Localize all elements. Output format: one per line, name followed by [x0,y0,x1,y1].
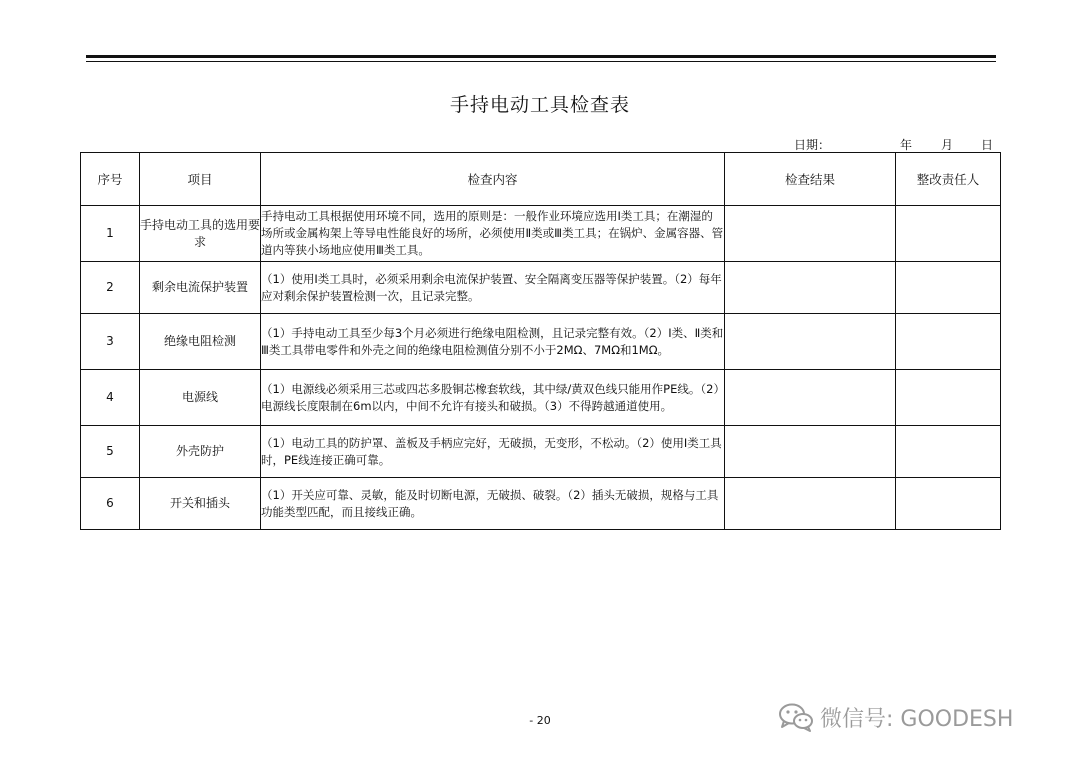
row-content: 手持电动工具根据使用环境不同，选用的原则是：一般作业环境应选用Ⅰ类工具；在潮湿的场所或金属构架上等导电性能良好的场所，必须使用Ⅱ类或Ⅲ类工具；在锅炉、金属容器、管道内等狭小场地应使用Ⅲ类工具。 [261,206,725,262]
row-no: 3 [81,314,140,370]
row-result-cell[interactable] [725,206,896,262]
table-header-row [81,153,1001,206]
row-item: 开关和插头 [140,478,261,530]
row-responsible-cell[interactable] [896,426,1001,478]
row-result-cell[interactable] [725,478,896,530]
header-responsible: 整改责任人 [896,153,1001,206]
wechat-icon [778,702,814,732]
header-item: 项目 [140,153,261,206]
row-no: 6 [81,478,140,530]
row-no: 1 [81,206,140,262]
table-row [81,262,1001,314]
page-title: 手持电动工具检查表 [449,94,630,116]
row-result-cell[interactable] [725,370,896,426]
row-item: 绝缘电阻检测 [140,314,261,370]
table-row [81,314,1001,370]
table-row [81,370,1001,426]
row-item: 剩余电流保护装置 [140,262,261,314]
row-no: 2 [81,262,140,314]
table-row [81,426,1001,478]
row-responsible-cell[interactable] [896,262,1001,314]
row-content: （1）开关应可靠、灵敏，能及时切断电源，无破损、破裂。（2）插头无破损，规格与工具功能类型匹配，而且接线正确。 [261,478,725,530]
row-content: （1）手持电动工具至少每3个月必须进行绝缘电阻检测，且记录完整有效。（2）Ⅰ类、Ⅱ类和Ⅲ类工具带电零件和外壳之间的绝缘电阻检测值分别不小于2MΩ、7MΩ和1MΩ。 [261,314,725,370]
table-row [81,478,1001,530]
row-responsible-cell[interactable] [896,370,1001,426]
row-result-cell[interactable] [725,314,896,370]
date-day: 日 [981,138,994,152]
row-result-cell[interactable] [725,426,896,478]
header-rule-thick [86,55,996,58]
header-content: 检查内容 [261,153,725,206]
header-no: 序号 [81,153,140,206]
row-responsible-cell[interactable] [896,314,1001,370]
row-result-cell[interactable] [725,262,896,314]
row-item: 手持电动工具的选用要求 [140,206,261,262]
date-month: 月 [941,138,954,152]
row-responsible-cell[interactable] [896,478,1001,530]
date-year: 年 [900,138,913,152]
row-no: 4 [81,370,140,426]
watermark-text: 微信号: GOODESH [820,706,1014,732]
table-row [81,206,1001,262]
row-no: 5 [81,426,140,478]
page-number: - 20 [529,714,551,727]
row-content: （1）电源线必须采用三芯或四芯多股铜芯橡套软线，其中绿/黄双色线只能用作PE线。（2）电源线长度限制在6m以内，中间不允许有接头和破损。（3）不得跨越通道使用。 [261,370,725,426]
row-item: 外壳防护 [140,426,261,478]
watermark [778,700,1013,734]
date-row [790,136,1000,152]
row-item: 电源线 [140,370,261,426]
row-content: （1）使用Ⅰ类工具时，必须采用剩余电流保护装置、安全隔离变压器等保护装置。（2）每年应对剩余保护装置检测一次，且记录完整。 [261,262,725,314]
date-label: 日期： [794,138,831,152]
header-rule-thin [86,61,996,62]
row-responsible-cell[interactable] [896,206,1001,262]
header-result: 检查结果 [725,153,896,206]
row-content: （1）电动工具的防护罩、盖板及手柄应完好，无破损，无变形，不松动。（2）使用Ⅰ类工具时，PE线连接正确可靠。 [261,426,725,478]
inspection-table [80,152,1001,530]
